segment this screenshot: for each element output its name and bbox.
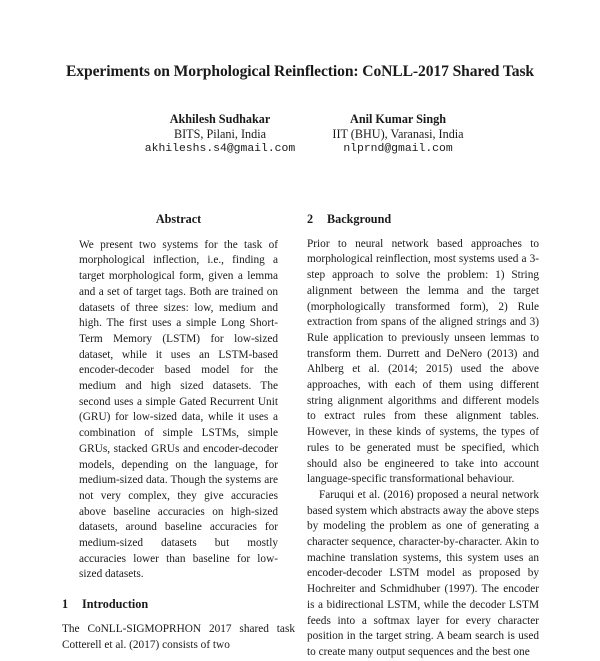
background-paragraph: Prior to neural network based approaches to morphological reinflection, most systems used a 3-step approach to solve the problem: 1) String alignment between the lemma and the target (morphologically transformed form), 2) Rule extraction from spans of the aligned strings and 3) Rule application to previously unseen lemmas to transform them. Durrett and DeNero (2013) and Ahlberg et al. (2014; 2015) used the above approaches, with each of them using different string alignment algorithms and different models to extract rules from these alignment tables. However, in these kinds of systems, the types of rules to be generated must be specified, which should also be engineered to take into account language-specific transformational behaviour. bbox=[307, 237, 539, 486]
background-paragraph: Faruqui et al. (2016) proposed a neural network based system which abstracts away the above steps by modeling the problem as one of generating a character sequence, character-by-character. Akin to machine translation systems, this system uses an encoder-decoder LSTM model as proposed by Hochreiter and Schmidhuber (1997). The encoder is a bidirectional LSTM, while the decoder LSTM feeds into a softmax layer for every character position in the target string. A beam search is used to create many output sequences and the best one bbox=[307, 488, 539, 658]
author-email: akhileshs.s4@gmail.com bbox=[144, 143, 296, 155]
section-heading-background bbox=[307, 212, 539, 228]
author-affiliation: BITS, Pilani, India bbox=[173, 127, 267, 141]
right-column bbox=[307, 212, 539, 661]
introduction-paragraph: The CoNLL-SIGMOPRHON 2017 shared task Cotterell et al. (2017) consists of two bbox=[62, 622, 295, 651]
author-affiliation: IIT (BHU), Varanasi, India bbox=[332, 127, 464, 141]
section-number: 1 bbox=[62, 597, 69, 612]
paper-title: Experiments on Morphological Reinflection: CoNLL-2017 Shared Task bbox=[66, 63, 534, 80]
left-column bbox=[62, 212, 295, 653]
section-title: Background bbox=[327, 212, 392, 226]
section-title: Introduction bbox=[82, 597, 149, 612]
abstract-heading: Abstract bbox=[155, 212, 202, 226]
section-number: 2 bbox=[307, 212, 314, 226]
author-block bbox=[288, 112, 508, 157]
author-name: Akhilesh Sudhakar bbox=[169, 112, 271, 126]
author-name: Anil Kumar Singh bbox=[350, 112, 446, 126]
abstract-text: We present two systems for the task of morphological inflection, i.e., finding a target morphological form, given a lemma and a set of target tags. Both are trained on datasets of three sizes: low, medium and high. The first uses a simple Long Short-Term Memory (LSTM) for low-sized dataset, while it uses an LSTM-based encoder-decoder based model for the medium and high sized datasets. The second uses a simple Gated Recurrent Unit (GRU) for low-sized data, while it uses a combination of simple LSTMs, simple GRUs, stacked GRUs and encoder-decoder models, depending on the language, for medium-sized data. Though the systems are not very complex, they give accuracies above baseline accuracies on high-sized datasets, around baseline accuracies for medium-sized datasets but mostly accuracies lower than baseline for low-sized datasets. bbox=[79, 238, 278, 581]
author-email: nlprnd@gmail.com bbox=[343, 143, 453, 155]
